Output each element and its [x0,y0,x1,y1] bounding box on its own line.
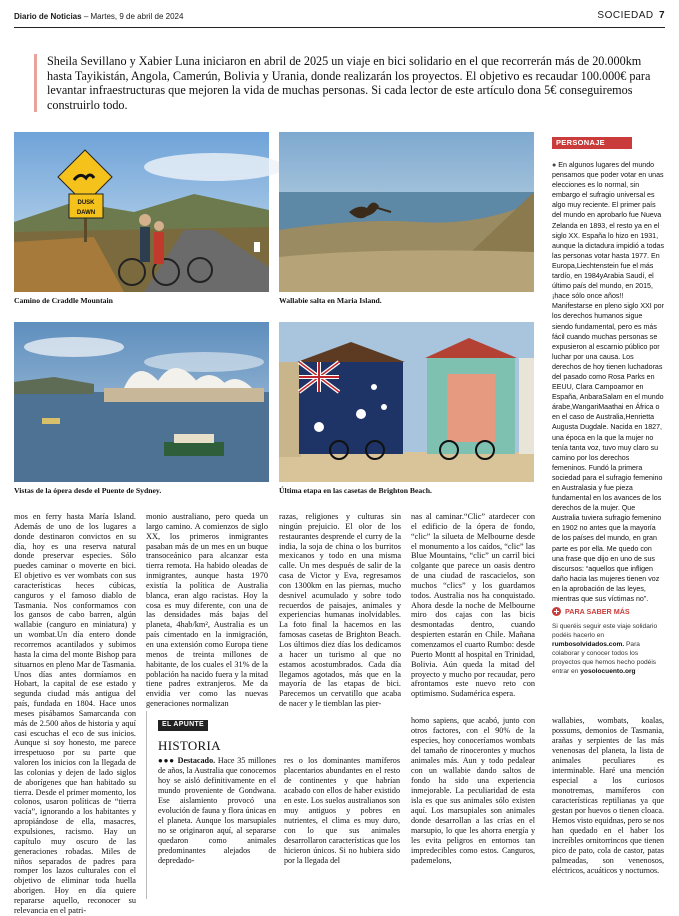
lead-block [34,54,654,112]
apunte-title: HISTORIA [158,738,221,753]
para-saber-mas-text [552,622,664,676]
section-name: SOCIEDAD [597,10,654,21]
photo-brighton-beach [279,322,534,482]
body-column-2: monio australiano, pero queda un largo camino. A comienzos de siglo XX, los primeros inmigrantes pasaban más de un mes en un buque transoceánico para alcanzar esta tierra remota. Ha habido oleadas de inmigrantes, aunque hasta 1970 existía la política de Australia blanca, eran algo racistas. Hoy la cosa es muy diferente, con una de las densidades más bajas del planeta, 4hab/km², Australia es un país cimentado en la inmigración, en una extensión como Europa tiene menos de treinta millones de habitante, de los cuales el 31% de la población ha nacido fuera y la mitad tiene padres extranjeros. Me da envidia ver como las nuevas generaciones normalizan [146,512,268,709]
saber-line-1: Si queréis seguir este viaje solidario podéis hacerlo en [552,623,658,639]
newspaper-name: Diario de Noticias [14,12,82,21]
masthead [14,12,183,21]
body-column-4: nas al caminar.“Clic” atardecer con el edificio de la ópera de fondo, “clic” la silueta de Melbourne desde el monumento a los caídos, “clic” las Blue Mountains, “clic” un carril bici colgante que parece un oasis dentro de una ciudad de rascacielos, son muchos “clics” y los guardamos todos. Australia nos ha conquistado. Ahora desde la noche de Melbourne miro dos cajas con las bicis desmontadas dentro, cuando despierten estarán en Chile. Mañana comenzamos el cuarto Rumbo: desde Puerto Montt al hospital en Trinidad, Bolivia. Aún queda la mitad del proyecto y mucho por recaudar, pero afrontamos este nuevo reto con optimismo. Sudamérica espera. [411,512,535,699]
apunte-text-1: Hace 35 millones de años, la Australia que conocemos hoy se aisló definitivamente en el mundo proveniente de Gondwana. Ese aislamiento provocó una evolución de fauna y flora únicas en el planeta. Aunque los marsupiales no se originaron aquí, al separarse quedaron como animales predominantes alejados de depredado- [158,756,276,865]
photo-cradle-mountain [14,132,269,292]
photo-caption: Vistas de la ópera desde el Puente de Sydney. [14,486,162,495]
apunte-column-2: res o los dominantes mamíferos placentarios abundantes en el resto de continentes y que habrían acabado con ellos de haber existido en este. Los suelos australianos son muy antiguos y pobres en nutrientes, el clima es muy duro, con lo que sus animales desarrollaron características que los hicieron únicos. Si no hubiera sido por la llegada del [284,756,400,865]
sign-text-dusk: DUSK [77,200,95,206]
bullets-icon: ●●● [158,756,178,765]
para-saber-mas-title [552,607,664,616]
saber-line-2: Para colaborar y conocer todos los proyectos que hemos hecho podéis entrar en [552,641,657,675]
link-yosolocuento[interactable]: yosolocuento.org [580,668,636,675]
personaje-text: En algunos lugares del mundo pensamos que poder votar en unas elecciones es lo normal, sin embargo el sufragio universal es algo muy reciente. El primer país del mundo en aprobarlo fue Nueva Zelanda en 1893, el resto ya en el siglo XX. España lo hizo en 1931, aunque la dictadura impidió a todas las personas votar hasta 1977. En Europa,Liechtenstein fue el más tardío, en 1984yArabia Saudí, el último país del mundo, en 2015, ¡hace sólo once años!! Manifestarse en pleno siglo XXI por los derechos humanos sigue siendo fundamental, pero es más fácil cuando muchas personas se expusieron al escarnio público por luchar por una causa. Los derechos de hoy tienen luchadoras del pasado como Rosa Parks en EEUU, Clara Campoamor en España, AnbaraSalam en el mundo árabe,WangariMaathai en África o en el caso de Australia,Henrietta Augusta Dugdale. Nacida en 1827, una época en la que la mujer no tenía tanta voz, tuvo muy claro su camino por los derechos femeninos. Fundó la primera sociedad para el sufragio femenino en Australasia y fue pieza fundamental en los avances de los derechos de la mujer. Que Australia tuviera sufragio femenino en 1902 no antes que la mayoría de los países del mundo, en gran parte es por ella. Me quedo con una frase que dijo en uno de sus discursos: “aquellos que infligen daño hacia las mujeres tienen voz en la aprobación de las leyes, mientras que sus víctimas no”. [552,161,665,604]
apunte-column-1 [158,756,276,901]
apunte-tag: EL APUNTE [158,720,208,731]
photo-caption: Wallabie salta en Maria Island. [279,296,382,305]
header-rule [14,27,665,28]
photo-caption: Última etapa en las casetas de Brighton Beach. [279,486,432,495]
personaje-text-block [552,160,664,604]
issue-date: – Martes, 9 de abril de 2024 [83,12,184,21]
para-saber-mas-box [552,607,664,675]
photo-caption: Camino de Craddle Mountain [14,296,113,305]
apunte-column-3: homo sapiens, que acabó, junto con otros factores, con el 90% de la especies, hoy conoceríamos wombats del tamaño de rinocerontes y muchos animales más. Aun y todo pedalear con un wallabie dando saltos de fondo ha sido una experiencia inmejorable. La peculiaridad de esta isla es que sus animales sólo existen aquí. Los marsupiales son animales donde desarrollan a las crías en el marsupio, lo que les ahorra energía y les evita peligros en entornos tan impredecibles como estos. Canguros, pademelons, [411,716,535,865]
apunte-lead-in: Destacado. [177,756,216,765]
para-saber-mas-label: PARA SABER MÁS [565,607,630,616]
body-column-1: mos en ferry hasta María Island. Además de uno de los lugares a donde destinaron convictos en su día, hoy es una reserva natural donde preservar especies. Sólo puedes caminar o moverte en bici. El objetivo es ver wombats con sus características heces cúbicas, canguros y el famoso diablo de Tasmania. Nos conformamos con los gansos de cabo barren, algún wallabie (canguro en miniatura) y un wombat.Un día entero donde recorremos acantilados y subimos hasta la cima del monte Bishop para situarnos en pleno Mar de Tasmania. Unos días antes dormíamos en Hobart, la capital de ese estado y segunda ciudad más antigua del país, fundada en 1804. Hace unos meses pisábamos Samarcanda con más de 2.500 años de historia y aquí casi escuchas el eco de sus inicios. Aunque si soy honesto, me parece irrespetuoso por su parte que valoren los inicios con la llegada de las colonias y dejen de lado siglos de aborígenes que han habitado su tierra. Desde el primer momento, los colonos, usaron políticas de “tierra vacía”, ignorando a los habitantes y apropiándose de ella, masacres, expulsiones, racismo. Hay un capítulo muy oscuro de las generaciones robadas. Miles de niños separados de padres para romper los lazos culturales con el objetivo de eliminar toda huella aborigen. Hoy en día quiere repararse aquello, reconocer su relevancia en el patri- [14,512,136,915]
plus-icon [552,607,561,616]
apunte-column-4: wallabies, wombats, koalas, possums, demonios de Tasmania, arañas y serpientes de las más venenosas del planeta, la lista de animales peculiares es interminable. Haré una mención especial a los curiosos monotremas, mamíferos con características reptilianas ya que gestan por huevos o tienen cloaca. Hemos visto equidnas, pero se nos han quedado en el haber los increíbles ornitorrincos que tienen pico de pato, cola de castor, patas palmeadas, son venenosos, eléctricos, acuáticos y nocturnos. [552,716,664,875]
personaje-tag: PERSONAJE [552,137,632,149]
page-number: 7 [658,10,665,21]
bullet-icon: ● [552,161,557,169]
section-label [597,10,665,21]
sign-text-dawn: DAWN [76,210,96,216]
photo-wallabie [279,132,534,292]
body-column-3: razas, religiones y culturas sin ningún prejuicio. El olor de los restaurantes desprende el curry de la india, la soja de china o los burritos mexicanos y todo en una misma calle. Un mes después de salir de la casa de Victor y Eva, regresamos con 1300km en las piernas, mucho desnivel acumulado y sobre todo recuerdos de paisajes, animales y experiencias humanas inolvidables. La foto final la hacemos en las famosas casetas de Brighton Beach. Los últimos diez días los dedicamos a hacer un turismo al que no estamos acostumbrados. Cada día llegamos agotados, más que en la mayoría de las etapas de bici. Parecemos un cervatillo que acaba de nacer y le tiemblan las pier- [279,512,401,709]
lead-text: Sheila Sevillano y Xabier Luna iniciaron en abril de 2025 un viaje en bici solidario en el que recorrerán más de 20.000km hasta Tayikistán, Angola, Camerún, Bolivia y Urania, donde realizarán los proyectos. El objetivo es recaudar 100.000€ para levantar infraestructuras que mejoren la vida de muchas personas. Si cada lector de este artículo dona 5€ conseguiremos construirlo todo. [47,54,651,112]
link-rumbosolvidados[interactable]: rumbosolvidados.com. [552,641,625,648]
photo-opera-sydney [14,322,269,482]
